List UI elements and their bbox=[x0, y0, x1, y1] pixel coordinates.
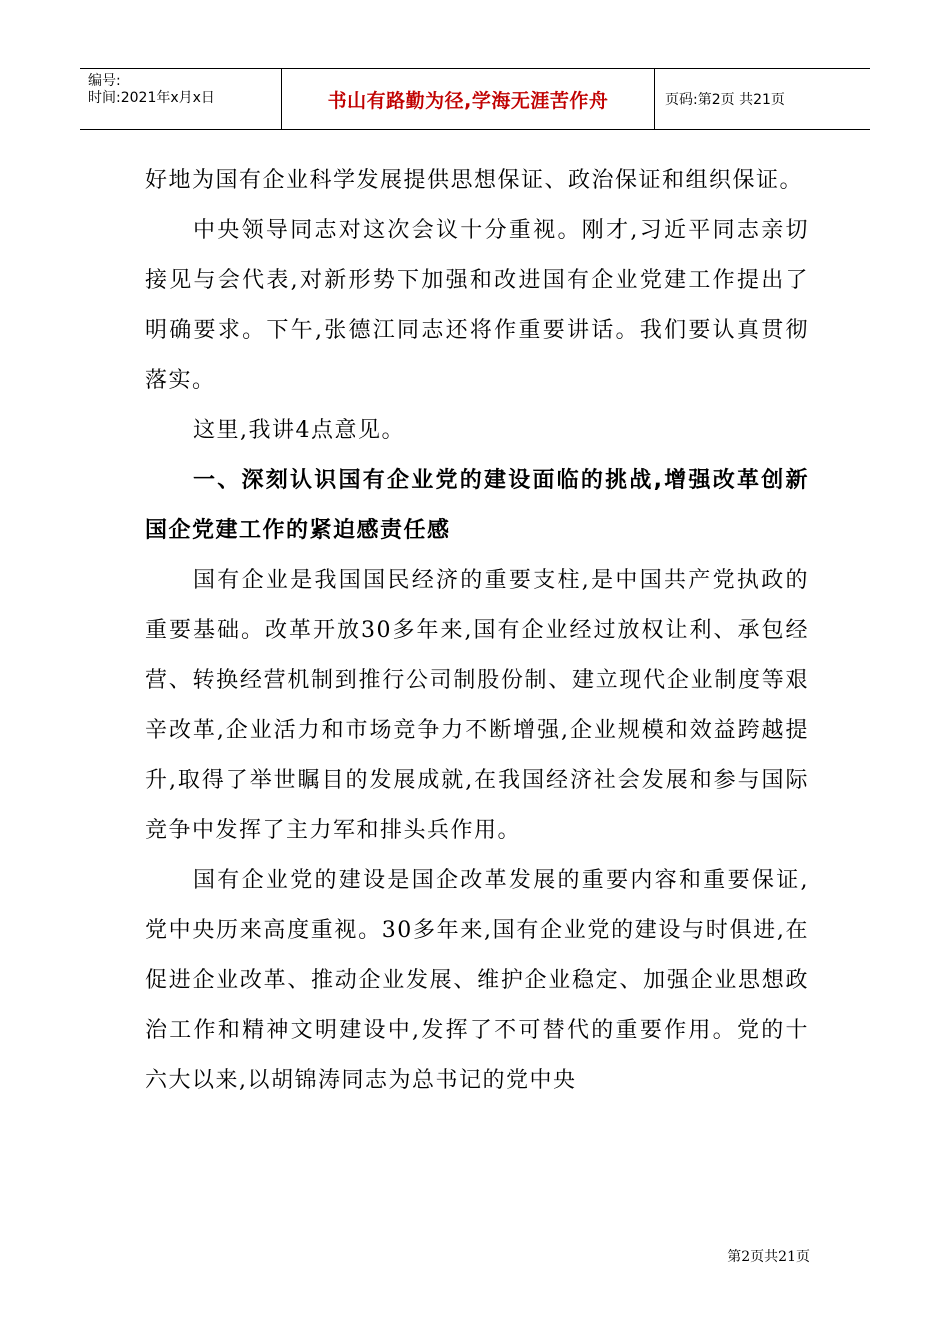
serial-label: 编号: bbox=[88, 73, 121, 89]
header-page-info: 页码:第2页 共21页 bbox=[665, 92, 785, 108]
paragraph: 好地为国有企业科学发展提供思想保证、政治保证和组织保证。 bbox=[145, 168, 804, 193]
paragraph: 国有企业是我国国民经济的重要支柱,是中国共产党执政的重要基础。改革开放30多年来,国有企业经过放权让利、承包经营、转换经营机制到推行公司制股份制、建立现代企业制度等艰辛改革,企业活力和市场竞争力不断增强,企业规模和效益跨越提升,取得了举世瞩目的发展成就,在我国经济社会发展和参与国际竞争中发挥了主力军和排头兵作用。 bbox=[145, 568, 809, 843]
header-meta bbox=[80, 69, 282, 129]
header-motto: 书山有路勤为径,学海无涯苦作舟 bbox=[282, 69, 655, 129]
section-heading: 一、深刻认识国有企业党的建设面临的挑战,增强改革创新国企党建工作的紧迫感责任感 bbox=[145, 468, 809, 543]
paragraph: 这里,我讲4点意见。 bbox=[193, 418, 405, 443]
paragraph: 中央领导同志对这次会议十分重视。刚才,习近平同志亲切接见与会代表,对新形势下加强和改进国有企业党建工作提出了明确要求。下午,张德江同志还将作重要讲话。我们要认真贯彻落实。 bbox=[145, 218, 809, 393]
time-label: 时间:2021年x月x日 bbox=[88, 90, 215, 106]
page-footer: 第2页共21页 bbox=[727, 1249, 810, 1265]
page-header bbox=[80, 68, 870, 130]
document-body bbox=[145, 156, 809, 1106]
paragraph: 国有企业党的建设是国企改革发展的重要内容和重要保证,党中央历来高度重视。30多年来,国有企业党的建设与时俱进,在促进企业改革、推动企业发展、维护企业稳定、加强企业思想政治工作和精神文明建设中,发挥了不可替代的重要作用。党的十六大以来,以胡锦涛同志为总书记的党中央 bbox=[145, 868, 809, 1093]
